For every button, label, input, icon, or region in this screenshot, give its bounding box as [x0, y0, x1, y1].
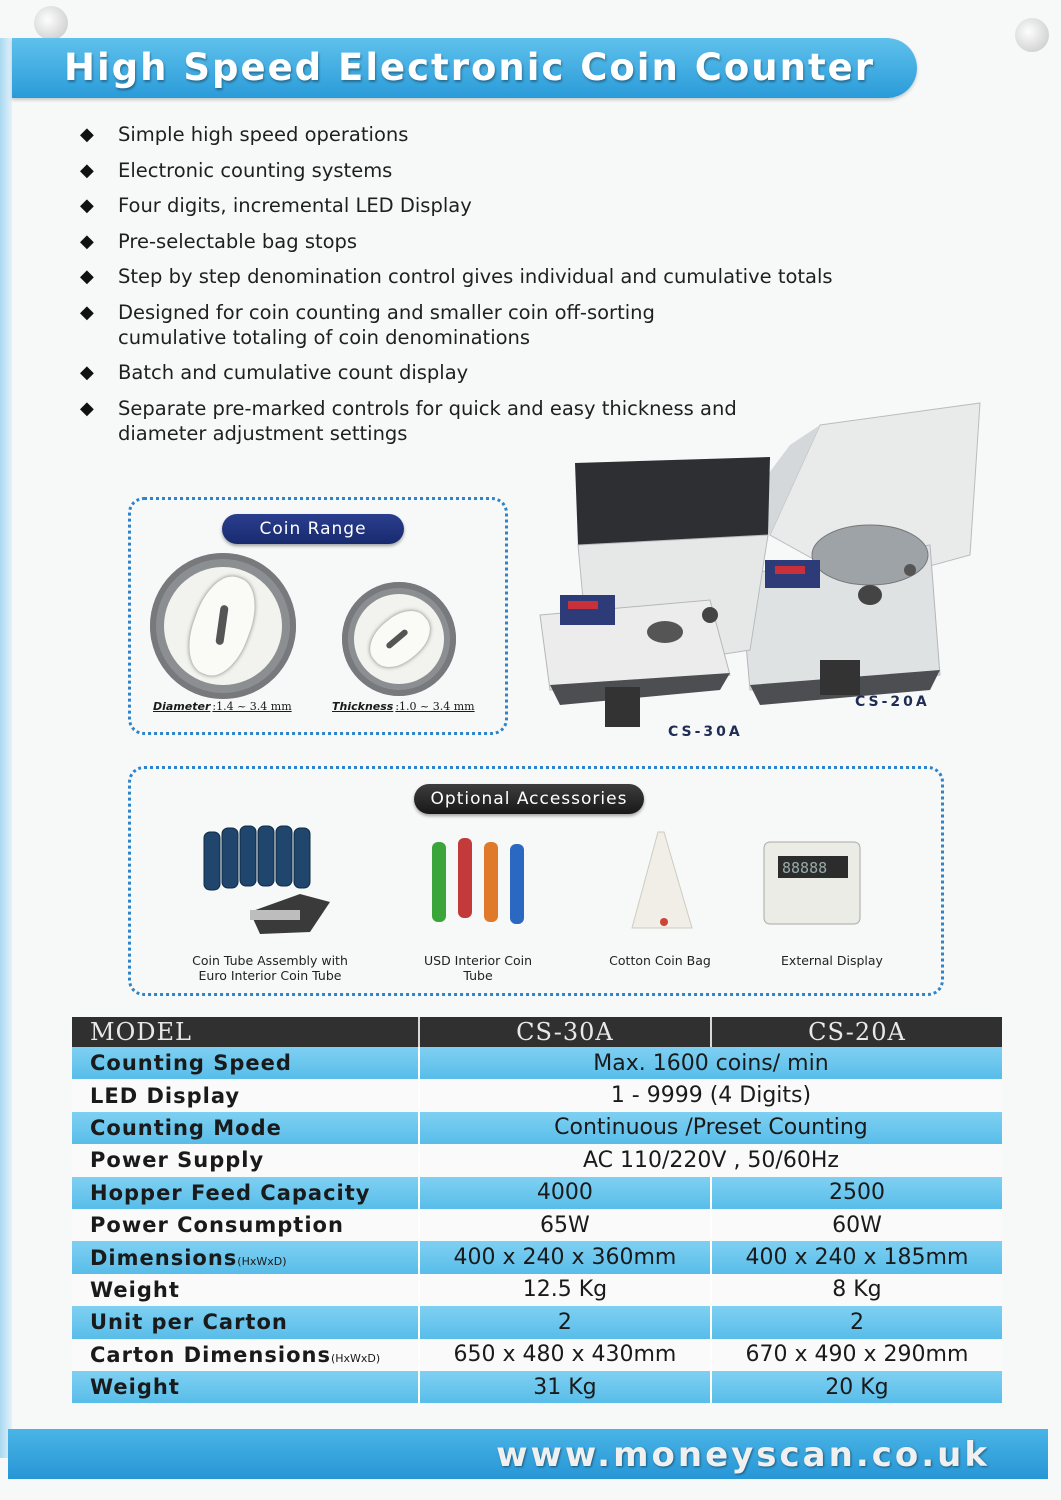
diamond-bullet-icon: ◆ — [80, 397, 94, 419]
feature-item: ◆ Pre-selectable bag stops — [80, 229, 358, 253]
coin-counter-machines-image — [530, 385, 990, 740]
cs20a-label: CS-20A — [855, 694, 930, 710]
spec-table — [72, 1017, 1002, 1403]
diamond-bullet-icon: ◆ — [80, 301, 94, 323]
table-row: Counting Speed Max. 1600 coins/ min — [72, 1047, 1002, 1079]
left-accent-stripe — [0, 38, 12, 1458]
usd-coin-tube-icon — [426, 834, 536, 926]
table-row: LED Display 1 - 9999 (4 Digits) — [72, 1079, 1002, 1111]
accessory-label: Coin Tube Assembly with Euro Interior Coin Tube — [192, 953, 348, 983]
title-banner — [12, 38, 917, 98]
cs30a-machine — [540, 457, 770, 727]
accessory-label: Cotton Coin Bag — [609, 953, 711, 968]
table-row: Unit per Carton 2 2 — [72, 1306, 1002, 1338]
table-row: Carton Dimensions(HxWxD) 650 x 480 x 430mm 670 x 490 x 290mm — [72, 1339, 1002, 1371]
footer-bar — [8, 1429, 1048, 1479]
diamond-bullet-icon: ◆ — [80, 230, 94, 252]
spec-header-row — [72, 1017, 1002, 1047]
table-row: Weight 31 Kg 20 Kg — [72, 1371, 1002, 1403]
table-row: Hopper Feed Capacity 4000 2500 — [72, 1177, 1002, 1209]
cs30a-header: CS-30A — [419, 1017, 711, 1047]
pushpin-icon — [34, 6, 68, 40]
diamond-bullet-icon: ◆ — [80, 124, 94, 145]
feature-item: ◆ Separate pre-marked controls for quick and easy thickness and diameter adjustment settings — [80, 396, 737, 445]
external-display-icon — [760, 838, 865, 928]
website-url: www.moneyscan.co.uk — [496, 1435, 990, 1475]
diameter-caption: Diameter :1.4 ~ 3.4 mm — [153, 700, 292, 713]
page-title: High Speed Electronic Coin Counter — [64, 46, 875, 89]
thickness-dial-icon — [342, 582, 456, 696]
model-header: MODEL — [72, 1017, 419, 1047]
diamond-bullet-icon: ◆ — [80, 362, 94, 383]
accessory-label: External Display — [781, 953, 883, 968]
feature-item: ◆ Designed for coin counting and smaller coin off-sorting cumulative totaling of coin denominations — [80, 300, 655, 349]
cotton-coin-bag-icon — [630, 828, 694, 938]
feature-item: ◆ Batch and cumulative count display — [80, 361, 469, 384]
table-row: Counting Mode Continuous /Preset Counting — [72, 1112, 1002, 1144]
feature-item: ◆ Step by step denomination control gives individual and cumulative totals — [80, 265, 833, 288]
feature-item: ◆ Simple high speed operations — [80, 123, 409, 146]
table-row: Weight 12.5 Kg 8 Kg — [72, 1274, 1002, 1306]
feature-item: ◆ Electronic counting systems — [80, 158, 393, 182]
coin-range-heading: Coin Range — [222, 514, 404, 544]
diameter-dial-icon — [150, 553, 296, 699]
diamond-bullet-icon: ◆ — [80, 266, 94, 287]
diamond-bullet-icon: ◆ — [80, 195, 94, 216]
table-row: Dimensions(HxWxD) 400 x 240 x 360mm 400 x 240 x 185mm — [72, 1241, 1002, 1273]
cs20a-machine — [730, 403, 980, 705]
table-row: Power Consumption 65W 60W — [72, 1209, 1002, 1241]
cs20a-header: CS-20A — [711, 1017, 1002, 1047]
accessories-heading: Optional Accessories — [414, 784, 644, 814]
accessory-label: USD Interior Coin Tube — [423, 953, 533, 983]
table-row: Power Supply AC 110/220V , 50/60Hz — [72, 1144, 1002, 1176]
cs30a-label: CS-30A — [668, 724, 743, 740]
diamond-bullet-icon: ◆ — [80, 159, 94, 181]
svg-text:88888: 88888 — [782, 859, 828, 877]
pushpin-icon — [1015, 18, 1049, 52]
coin-tube-assembly-icon — [190, 822, 370, 940]
feature-item: ◆ Four digits, incremental LED Display — [80, 194, 472, 217]
thickness-caption: Thickness :1.0 ~ 3.4 mm — [332, 700, 475, 713]
